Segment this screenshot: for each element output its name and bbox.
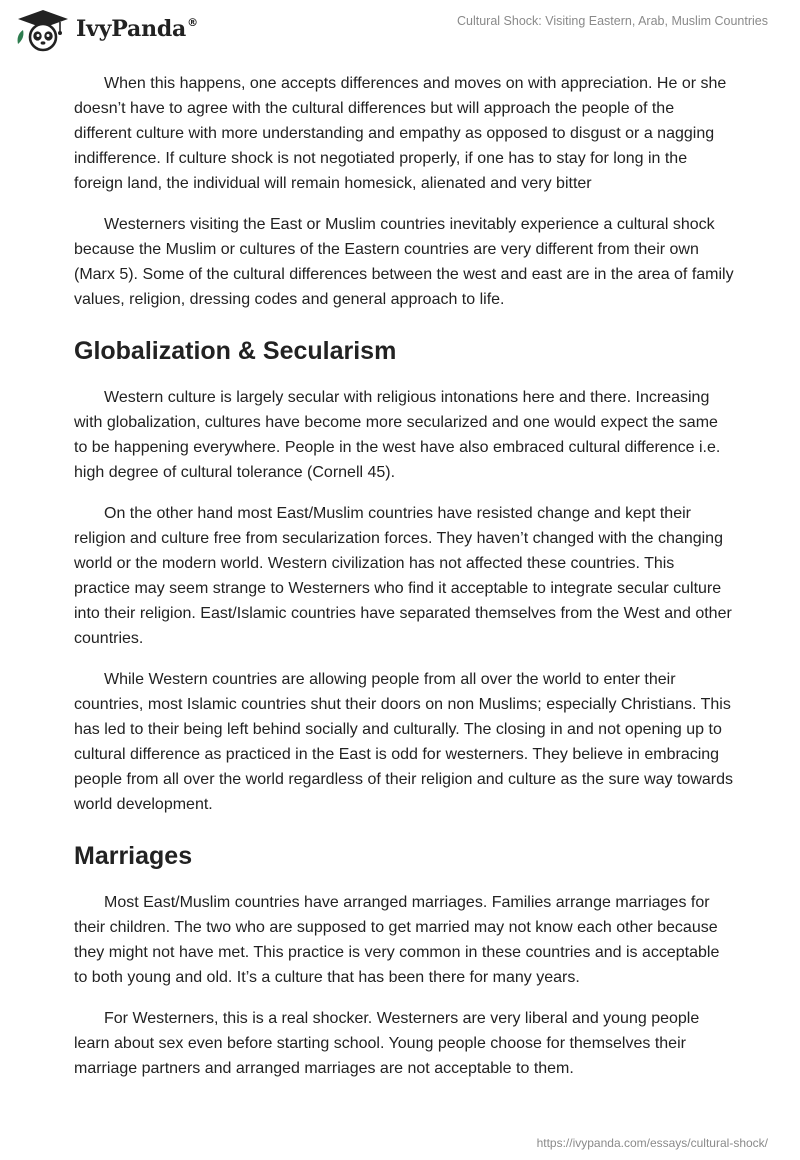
paragraph: On the other hand most East/Muslim countries have resisted change and kept their religion and culture free from secularization forces. They haven’t changed with the changing world or the modern world. Western civilization has not affected these countries. This practice may seem strange to Westerners who find it acceptable to integrate secular culture into their religion. East/Islamic countries have separated themselves from the West and other countries. <box>74 505 732 647</box>
section-heading: Globalization & Secularism <box>74 337 397 365</box>
section-heading: Marriages <box>74 842 193 870</box>
panda-logo-icon <box>14 8 72 52</box>
paragraph: While Western countries are allowing people from all over the world to enter their countries, most Islamic countries shut their doors on non Muslims; especially Christians. This has led to their being left behind socially and culturally. The closing in and not opening up to cultural difference as practiced in the East is odd for westerners. They believe in embracing people from all over the world regardless of their religion and culture as the sure way towards world development. <box>74 671 733 813</box>
essay-content <box>74 71 734 1097</box>
paragraph: Western culture is largely secular with religious intonations here and there. Increasing with globalization, cultures have become more secularized and one would expect the same to be happening everywhere. People in the west have also embraced cultural difference i.e. high degree of cultural tolerance (Cornell 45). <box>74 389 721 481</box>
paragraph: Westerners visiting the East or Muslim countries inevitably experience a cultural shock because the Muslim or cultures of the Eastern countries are very different from their own (Marx 5). Some of the cultural differences between the west and east are in the area of family values, religion, dressing codes and general approach to life. <box>74 216 734 308</box>
paragraph: Most East/Muslim countries have arranged marriages. Families arrange marriages for their children. The two who are supposed to get married may not know each other because they might not have met. This practice is very common in these countries and is acceptable to both young and old. It’s a culture that has been there for many years. <box>74 894 720 986</box>
brand-logo[interactable] <box>14 8 198 52</box>
brand-name: IvyPanda® <box>76 16 198 42</box>
source-url-link[interactable]: https://ivypanda.com/essays/cultural-shock/ <box>536 1136 768 1150</box>
registered-mark: ® <box>187 16 198 29</box>
paragraph: When this happens, one accepts differences and moves on with appreciation. He or she doesn’t have to agree with the cultural differences but will approach the people of the different culture with more understanding and empathy as opposed to disgust or a nagging indifference. If culture shock is not negotiated properly, if one has to stay for long in the foreign land, the individual will remain homesick, alienated and very bitter <box>74 75 727 192</box>
document-title: Cultural Shock: Visiting Eastern, Arab, Muslim Countries <box>456 14 768 28</box>
page-header <box>0 0 800 70</box>
paragraph: For Westerners, this is a real shocker. Westerners are very liberal and young people learn about sex even before starting school. Young people choose for themselves their marriage partners and arranged marriages are not acceptable to them. <box>74 1010 700 1077</box>
